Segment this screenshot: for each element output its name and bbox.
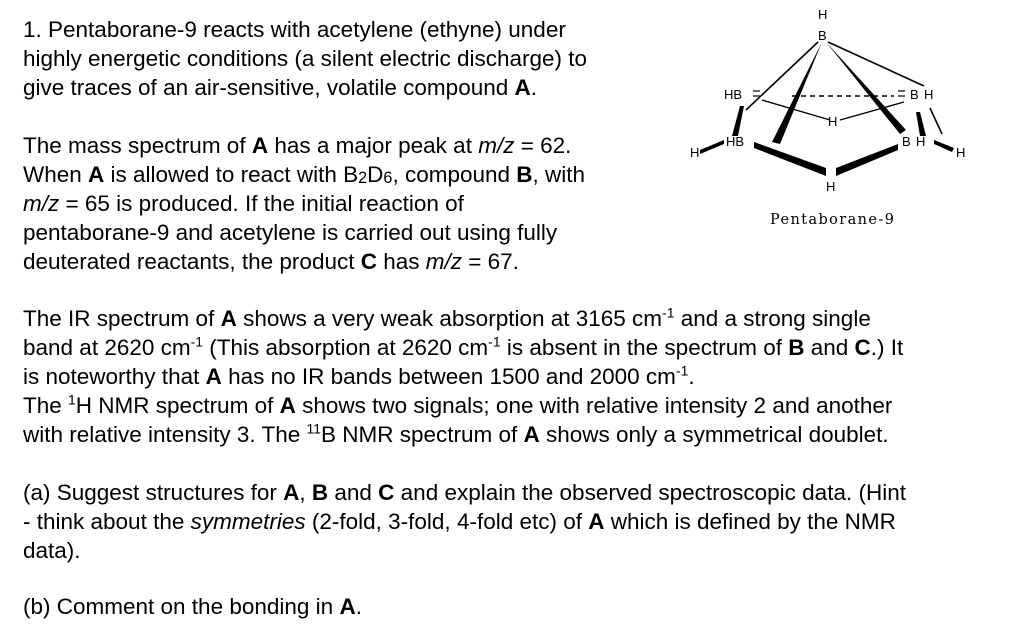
atom-bh-lower-b: B — [902, 134, 911, 149]
text-line: The — [23, 393, 69, 418]
text-line: D — [367, 162, 384, 187]
text-line: and explain the observed spectroscopic data. (Hint — [394, 480, 906, 505]
compound-label-a: A — [283, 480, 300, 505]
text-line: deuterated reactants, the product — [23, 249, 361, 274]
atom-bridge-h-lower: H — [826, 179, 836, 194]
text-line: is absent in the spectrum of — [500, 335, 789, 360]
text-line: , with — [532, 162, 586, 187]
bond-right-back-terminal — [930, 108, 942, 134]
superscript: -1 — [190, 333, 204, 350]
text-line: , compound — [392, 162, 517, 187]
bond-apex-left-back — [772, 42, 822, 144]
mz-label: m/z — [23, 191, 60, 216]
compound-label-a: A — [514, 75, 531, 100]
text-line: B NMR spectrum of — [320, 422, 524, 447]
text-line: has a major peak at — [268, 133, 479, 158]
bond-left-vertical — [732, 106, 744, 136]
text-line: The IR spectrum of — [23, 306, 221, 331]
atom-bh-lower-h: H — [916, 134, 926, 149]
text-line: . — [530, 75, 538, 100]
text-line: shows two signals; one with relative intensity 2 and another — [295, 393, 893, 418]
text-line: (This absorption at 2620 cm — [203, 335, 489, 360]
compound-label-a: A — [220, 306, 237, 331]
compound-label-a: A — [279, 393, 296, 418]
figure-caption: Pentaborane-9 — [770, 212, 896, 228]
text-line: 1. Pentaborane-9 reacts with acetylene (ethyne) under — [23, 17, 566, 42]
text-line: = 65 is produced. If the initial reaction of — [59, 191, 464, 216]
bond-apex-right-front — [828, 42, 924, 86]
text-line: shows a very weak absorption at 3165 cm — [236, 306, 663, 331]
atom-apex-h: H — [818, 7, 828, 22]
atom-apex-b: B — [818, 28, 827, 43]
emphasis: symmetries — [190, 509, 306, 534]
superscript: 1 — [68, 391, 76, 408]
bond-lower-right-wedge — [836, 144, 898, 176]
compound-label-b: B — [788, 335, 805, 360]
text-line: data). — [23, 538, 81, 563]
atom-bh-upper-h: H — [924, 87, 934, 102]
mz-label: m/z — [478, 133, 515, 158]
text-line: band at 2620 cm — [23, 335, 191, 360]
text-line: has — [376, 249, 426, 274]
compound-label-c: C — [378, 480, 395, 505]
question-paragraph-3 — [23, 304, 1018, 449]
text-line: .) It — [870, 335, 904, 360]
text-line: is allowed to react with B — [104, 162, 359, 187]
text-line: (b) Comment on the bonding in — [23, 594, 340, 619]
text-line: and — [328, 480, 379, 505]
text-line: = 67. — [462, 249, 519, 274]
text-line: = 62. — [514, 133, 572, 158]
text-line: When — [23, 162, 89, 187]
atom-hb-lower: HB — [726, 134, 745, 149]
compound-label-a: A — [339, 594, 356, 619]
bond-lower-left-wedge — [754, 142, 826, 176]
compound-label-a: A — [251, 133, 269, 158]
atom-bridge-h-upper: H — [828, 114, 838, 129]
mz-label: m/z — [425, 249, 463, 274]
subscript: 2 — [358, 168, 368, 187]
text-line: shows only a symmetrical doublet. — [539, 422, 889, 447]
atom-hb-upper: HB — [724, 87, 743, 102]
text-line: has no IR bands between 1500 and 2000 cm — [221, 364, 676, 389]
text-line: with relative intensity 3. The — [23, 422, 307, 447]
question-paragraph-1 — [23, 15, 673, 102]
text-line: H NMR spectrum of — [75, 393, 280, 418]
text-line: which is defined by the NMR — [604, 509, 896, 534]
superscript: 11 — [306, 420, 321, 437]
question-part-b — [23, 592, 1018, 621]
compound-label-a: A — [588, 509, 605, 534]
text-line: - think about the — [23, 509, 191, 534]
bond-right-vertical — [916, 112, 926, 136]
bond-apex-right-back — [826, 42, 906, 134]
bond-terminal-right — [934, 140, 954, 152]
text-line: highly energetic conditions (a silent electric discharge) to — [23, 46, 588, 71]
text-line: , — [299, 480, 312, 505]
text-line: pentaborane-9 and acetylene is carried out using fully — [23, 220, 558, 245]
compound-label-c: C — [360, 249, 377, 274]
question-paragraph-2 — [23, 131, 673, 276]
text-line: . — [355, 594, 362, 619]
text-line: The mass spectrum of — [23, 133, 252, 158]
pentaborane-structure-diagram — [680, 0, 1020, 240]
superscript: -1 — [488, 333, 501, 350]
superscript: -1 — [662, 304, 675, 321]
compound-label-b: B — [516, 162, 533, 187]
question-part-a — [23, 478, 1018, 565]
atom-terminal-h-left: H — [690, 145, 700, 160]
atom-terminal-h-right: H — [956, 145, 966, 160]
superscript: -1 — [675, 362, 689, 379]
compound-label-a: A — [523, 422, 540, 447]
text-line: is noteworthy that — [23, 364, 206, 389]
compound-label-a: A — [88, 162, 105, 187]
text-line: and — [804, 335, 855, 360]
text-line: (2-fold, 3-fold, 4-fold etc) of — [305, 509, 589, 534]
compound-label-c: C — [854, 335, 871, 360]
compound-label-b: B — [311, 480, 329, 505]
text-line: (a) Suggest structures for — [23, 480, 284, 505]
atom-bh-upper-b: B — [910, 87, 919, 102]
bond-terminal-left — [700, 140, 724, 154]
text-line: give traces of an air-sensitive, volatile compound — [23, 75, 515, 100]
text-line: and a strong single — [674, 306, 871, 331]
subscript: 6 — [383, 168, 393, 187]
compound-label-a: A — [205, 364, 222, 389]
text-line: . — [688, 364, 695, 389]
